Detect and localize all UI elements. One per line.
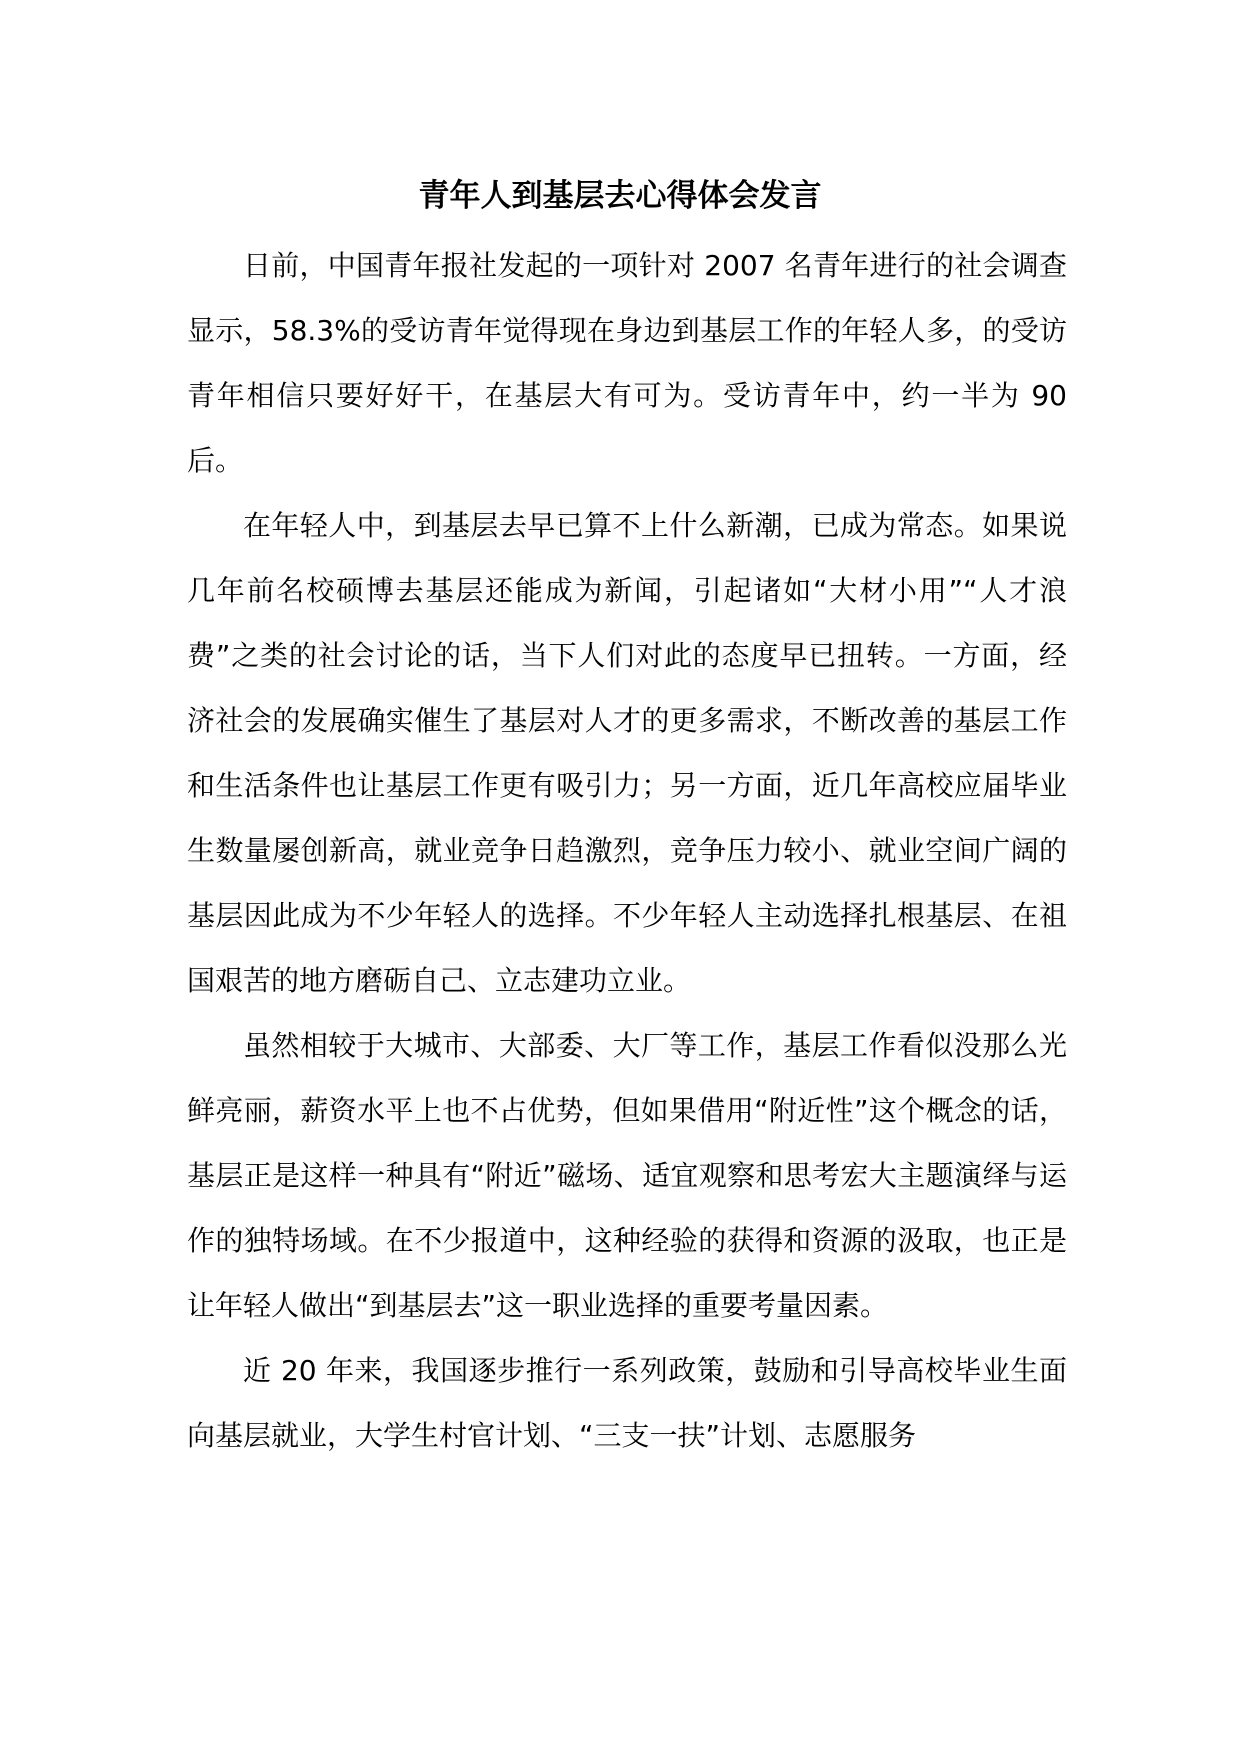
document-body bbox=[187, 233, 1067, 1468]
paragraph: 虽然相较于大城市、大部委、大厂等工作，基层工作看似没那么光鲜亮丽，薪资水平上也不占优势，但如果借用“附近性”这个概念的话，基层正是这样一种具有“附近”磁场、适宜观察和思考宏大主题演绎与运作的独特场域。在不少报道中，这种经验的获得和资源的汲取，也正是让年轻人做出“到基层去”这一职业选择的重要考量因素。 bbox=[187, 1029, 1067, 1322]
paragraph: 近 20 年来，我国逐步推行一系列政策，鼓励和引导高校毕业生面向基层就业，大学生村官计划、“三支一扶”计划、志愿服务 bbox=[187, 1354, 1067, 1452]
paragraph: 日前，中国青年报社发起的一项针对 2007 名青年进行的社会调查显示，58.3%的受访青年觉得现在身边到基层工作的年轻人多，的受访青年相信只要好好干，在基层大有可为。受访青年中，约一半为 90 后。 bbox=[187, 249, 1067, 477]
paragraph: 在年轻人中，到基层去早已算不上什么新潮，已成为常态。如果说几年前名校硕博去基层还能成为新闻，引起诸如“大材小用”“人才浪费”之类的社会讨论的话，当下人们对此的态度早已扭转。一方面，经济社会的发展确实催生了基层对人才的更多需求，不断改善的基层工作和生活条件也让基层工作更有吸引力；另一方面，近几年高校应届毕业生数量屡创新高，就业竞争日趋激烈，竞争压力较小、就业空间广阔的基层因此成为不少年轻人的选择。不少年轻人主动选择扎根基层、在祖国艰苦的地方磨砺自己、立志建功立业。 bbox=[187, 509, 1067, 997]
document-title: 青年人到基层去心得体会发言 bbox=[418, 178, 822, 214]
